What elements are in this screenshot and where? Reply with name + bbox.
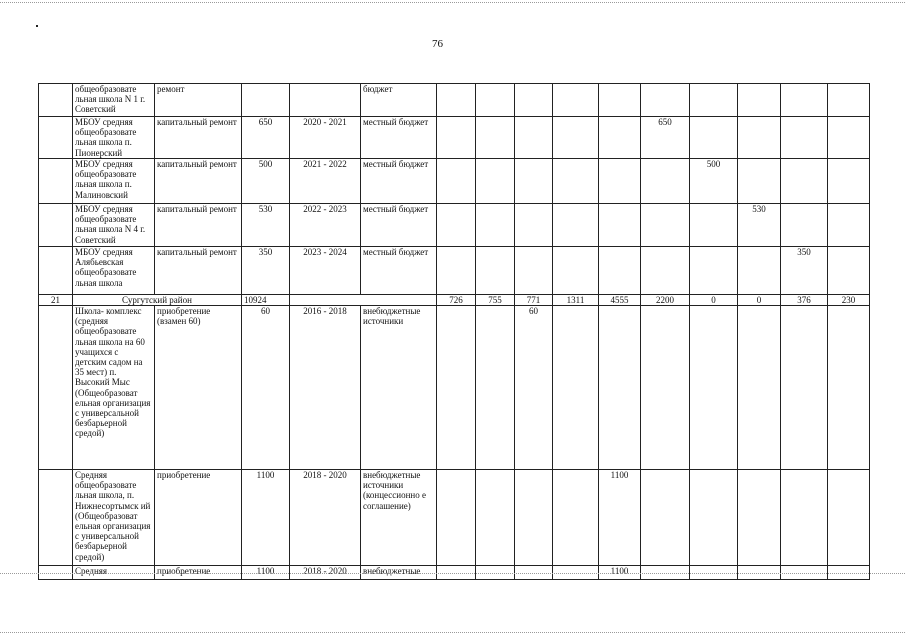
source-cell: внебюджетные источники (концессионно е соглашение) (361, 470, 437, 566)
year-cell (476, 306, 515, 470)
object-name-cell: МБОУ средняя общеобразовате льная школа п. Пионерский (73, 117, 155, 159)
table-row (39, 204, 870, 247)
total-cell: 500 (242, 159, 290, 204)
table-row (39, 84, 870, 117)
year-cell (781, 159, 828, 204)
year-cell (641, 306, 690, 470)
year-cell (690, 84, 738, 117)
year-cell: 650 (641, 117, 690, 159)
year-cell: 350 (781, 247, 828, 295)
year-cell (690, 247, 738, 295)
district-year-cell: 726 (437, 295, 476, 306)
year-cell (476, 84, 515, 117)
year-cell (828, 159, 870, 204)
year-cell (553, 204, 599, 247)
district-year-cell: 376 (781, 295, 828, 306)
source-cell: местный бюджет (361, 247, 437, 295)
period-cell: 2022 - 2023 (290, 204, 361, 247)
object-name-cell: общеобразовате льная школа N 1 г. Советский (73, 84, 155, 117)
total-cell: 1100 (242, 566, 290, 580)
year-cell: 60 (515, 306, 553, 470)
year-cell (476, 117, 515, 159)
total-cell: 350 (242, 247, 290, 295)
year-cell (641, 159, 690, 204)
year-cell (690, 306, 738, 470)
year-cell (738, 117, 781, 159)
year-cell (515, 247, 553, 295)
year-cell (437, 306, 476, 470)
work-type-cell: капитальный ремонт (155, 117, 242, 159)
year-cell (738, 84, 781, 117)
source-cell: местный бюджет (361, 159, 437, 204)
year-cell (476, 204, 515, 247)
work-type-cell: ремонт (155, 84, 242, 117)
work-type-cell: капитальный ремонт (155, 247, 242, 295)
year-cell (599, 84, 641, 117)
district-year-cell: 230 (828, 295, 870, 306)
object-name-cell: МБОУ средняя общеобразовате льная школа N 4 г. Советский (73, 204, 155, 247)
year-cell (738, 470, 781, 566)
year-cell: 530 (738, 204, 781, 247)
total-cell (242, 84, 290, 117)
year-cell (599, 159, 641, 204)
district-year-cell: 4555 (599, 295, 641, 306)
year-cell (738, 306, 781, 470)
scan-edge-bottom (0, 573, 905, 574)
year-cell (641, 247, 690, 295)
source-cell: внебюджетные (361, 566, 437, 580)
year-cell (781, 306, 828, 470)
row-number-cell (39, 247, 73, 295)
year-cell (437, 470, 476, 566)
work-type-cell: капитальный ремонт (155, 159, 242, 204)
row-number-cell (39, 470, 73, 566)
year-cell (781, 204, 828, 247)
year-cell (599, 247, 641, 295)
table-row (39, 117, 870, 159)
district-year-cell: 0 (690, 295, 738, 306)
year-cell (515, 470, 553, 566)
object-name-cell: Средняя (73, 566, 155, 580)
year-cell (599, 306, 641, 470)
year-cell (641, 204, 690, 247)
row-number-cell (39, 306, 73, 470)
scan-speck (36, 25, 38, 27)
year-cell (828, 84, 870, 117)
year-cell (738, 247, 781, 295)
year-cell (553, 159, 599, 204)
year-cell (437, 117, 476, 159)
source-cell: внебюджетные источники (361, 306, 437, 470)
object-name-cell: Средняя общеобразовате льная школа, п. Нижнесортымск ий (Общеобразоват ельная организация с универсальной безбарьерной средой) (73, 470, 155, 566)
year-cell (828, 306, 870, 470)
scan-edge-bottom (0, 632, 905, 633)
district-name: Сургутский район (73, 295, 242, 306)
year-cell (599, 204, 641, 247)
source-cell: бюджет (361, 84, 437, 117)
year-cell (781, 470, 828, 566)
year-cell (828, 470, 870, 566)
district-row (39, 295, 870, 306)
year-cell (515, 159, 553, 204)
table-row (39, 247, 870, 295)
year-cell (437, 247, 476, 295)
table-body-top (39, 84, 870, 295)
year-cell (515, 117, 553, 159)
row-number-cell (39, 159, 73, 204)
period-cell: 2018 - 2020 (290, 566, 361, 580)
year-cell (828, 204, 870, 247)
district-year-cell: 2200 (641, 295, 690, 306)
table-row (39, 159, 870, 204)
year-cell (437, 159, 476, 204)
year-cell (476, 159, 515, 204)
year-cell (690, 204, 738, 247)
district-year-cell: 0 (738, 295, 781, 306)
year-cell (437, 204, 476, 247)
object-name-cell: Школа- комплекс (средняя общеобразовате льная школа на 60 учащихся с детским садом на 35 мест) п. Высокий Мыс (Общеобразоват ельная организация с универсальной безбарьерной средой) (73, 306, 155, 470)
object-name-cell: МБОУ средняя общеобразовате льная школа п. Малиновский (73, 159, 155, 204)
year-cell (515, 204, 553, 247)
year-cell (476, 247, 515, 295)
year-cell (599, 117, 641, 159)
district-total: 10924 (242, 295, 290, 306)
year-cell (781, 84, 828, 117)
year-cell (828, 117, 870, 159)
total-cell: 530 (242, 204, 290, 247)
work-type-cell: приобретение (взамен 60) (155, 306, 242, 470)
source-cell: местный бюджет (361, 117, 437, 159)
table-row (39, 470, 870, 566)
district-number: 21 (39, 295, 73, 306)
page-number: 76 (432, 38, 443, 50)
table-body-bottom (39, 306, 870, 580)
total-cell: 1100 (242, 470, 290, 566)
total-cell: 60 (242, 306, 290, 470)
table-row (39, 306, 870, 470)
work-type-cell: капитальный ремонт (155, 204, 242, 247)
year-cell (553, 247, 599, 295)
row-number-cell (39, 117, 73, 159)
district-empty-cell (290, 295, 437, 306)
row-number-cell (39, 204, 73, 247)
year-cell: 1100 (599, 470, 641, 566)
period-cell: 2018 - 2020 (290, 470, 361, 566)
year-cell (553, 117, 599, 159)
source-cell: местный бюджет (361, 204, 437, 247)
scan-edge-top (0, 2, 905, 3)
district-year-cell: 755 (476, 295, 515, 306)
year-cell (690, 470, 738, 566)
year-cell (781, 117, 828, 159)
year-cell (476, 470, 515, 566)
year-cell (690, 117, 738, 159)
object-name-cell: МБОУ средняя Алябьевская общеобразовате льная школа (73, 247, 155, 295)
table-body-district (39, 295, 870, 306)
total-cell: 650 (242, 117, 290, 159)
year-cell (641, 470, 690, 566)
year-cell (641, 84, 690, 117)
period-cell: 2020 - 2021 (290, 117, 361, 159)
work-type-cell: приобретение (155, 470, 242, 566)
period-cell (290, 84, 361, 117)
year-cell: 500 (690, 159, 738, 204)
year-cell (553, 84, 599, 117)
year-cell (437, 84, 476, 117)
row-number-cell (39, 84, 73, 117)
period-cell: 2016 - 2018 (290, 306, 361, 470)
year-cell (553, 470, 599, 566)
year-cell (828, 247, 870, 295)
period-cell: 2023 - 2024 (290, 247, 361, 295)
work-type-cell: приобретение (155, 566, 242, 580)
investment-table (38, 83, 870, 580)
district-year-cell: 771 (515, 295, 553, 306)
year-cell (515, 84, 553, 117)
year-cell (738, 159, 781, 204)
year-cell: 1100 (599, 566, 641, 580)
year-cell (553, 306, 599, 470)
period-cell: 2021 - 2022 (290, 159, 361, 204)
district-year-cell: 1311 (553, 295, 599, 306)
